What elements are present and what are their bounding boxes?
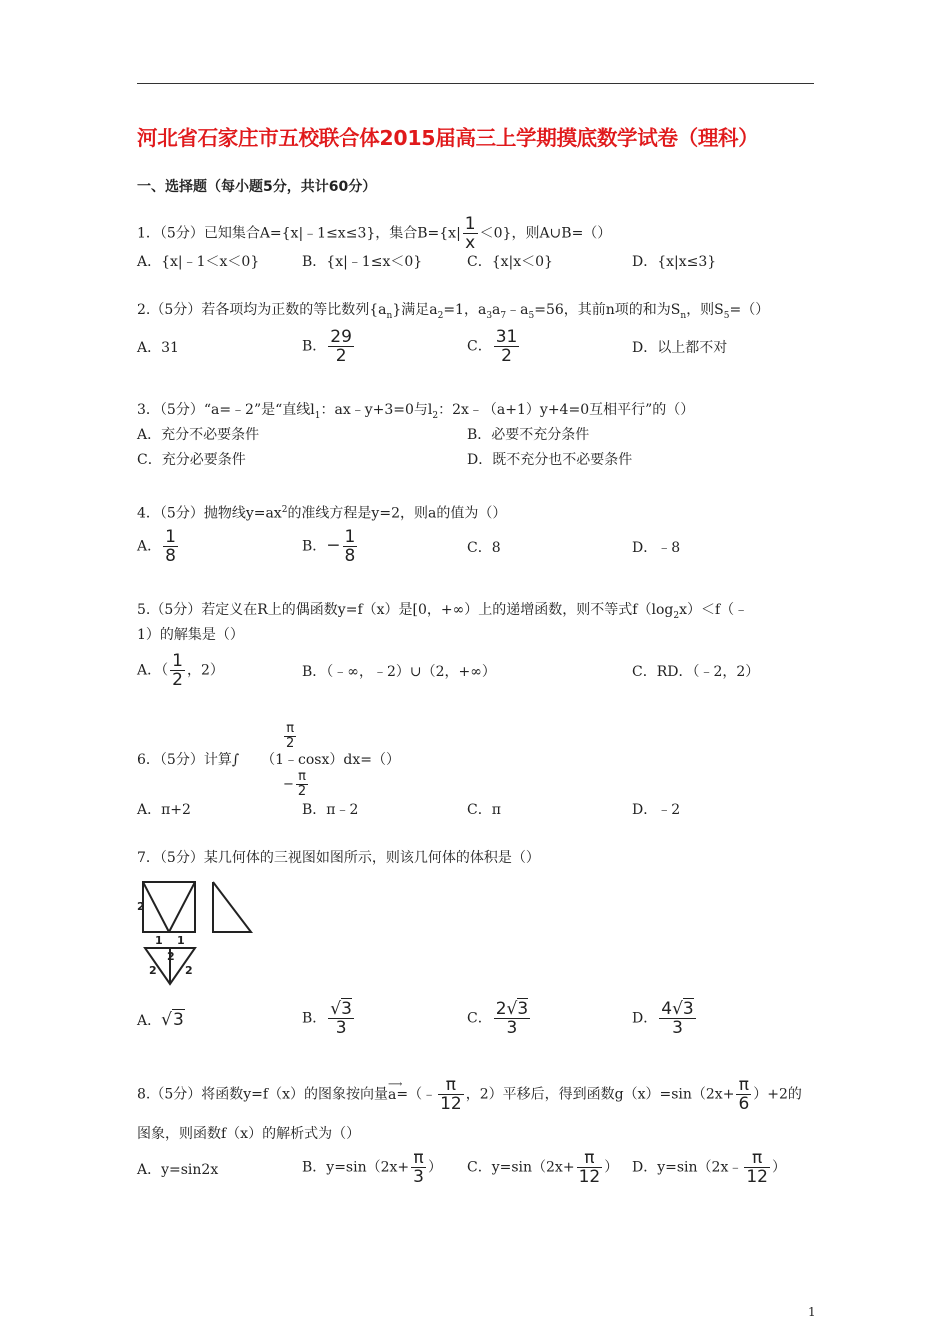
q4-option-a: A． $\frac{1}{8}$ (137, 527, 176, 566)
q8-option-d: D．y=sin（2x﹣ $\frac{\pi}{12}$ ） (632, 1148, 786, 1187)
three-view-figure (137, 878, 257, 993)
question-8-line-2: 图象，则函数f（x）的解析式为（） (137, 1126, 361, 1142)
q6-option-b: B．π﹣2 (302, 802, 359, 818)
q7-option-c: C． $\frac{2√3}{3}$ (467, 999, 529, 1038)
label-top-left: 2 (149, 964, 157, 977)
question-6: 6．（5分）计算∫ （1﹣cosx）dx=（） (137, 752, 400, 768)
q2-option-a: A．31 (137, 340, 179, 356)
side-view (213, 882, 251, 932)
integral-upper-bound: $\frac{\pi}{2}$ (286, 721, 295, 751)
q2-option-d: D．以上都不对 (632, 340, 728, 356)
q3-option-d: D．既不充分也不必要条件 (467, 452, 633, 468)
q1-option-c: C．{x|x＜0} (467, 254, 553, 270)
q7-option-d: D． $\frac{4√3}{3}$ (632, 999, 694, 1038)
label-left-height: 2 (137, 900, 145, 913)
q6-option-d: D．﹣2 (632, 802, 681, 818)
q4-option-b: B．− $\frac{1}{8}$ (302, 527, 356, 566)
header-rule (137, 83, 814, 84)
q5-option-c: C．RD．（﹣2，2） (632, 664, 760, 680)
q8-option-c: C．y=sin（2x+ $\frac{\pi}{12}$ ） (467, 1148, 619, 1187)
q5-option-b: B．（﹣∞，﹣2）∪（2，+∞） (302, 664, 496, 680)
fraction: $\frac{1}{x}$ (464, 214, 476, 253)
page-title: 河北省石家庄市五校联合体2015届高三上学期摸底数学试卷（理科） (137, 126, 759, 150)
q6-option-c: C．π (467, 802, 501, 818)
q2-option-c: C． $\frac{31}{2}$ (467, 327, 518, 366)
q4-option-c: C．8 (467, 540, 501, 556)
q3-option-a: A．充分不必要条件 (137, 427, 260, 443)
front-view (143, 882, 195, 932)
integral-lower-bound: − $\frac{\pi}{2}$ (283, 769, 307, 799)
question-3: 3．（5分）“a=﹣2”是“直线$l_1$：ax﹣y+3=0与$l_2$：2x﹣（a+1）y+4=0互相平行”的（） (137, 402, 695, 421)
page-number: 1 (808, 1305, 816, 1319)
q5-option-a: A．（ $\frac{1}{2}$ ，2） (137, 651, 224, 690)
q3-option-c: C．充分必要条件 (137, 452, 246, 468)
question-4: 4．（5分）抛物线$y=ax^2$的准线方程是y=2，则a的值为（） (137, 505, 507, 522)
q8-option-a: A．y=sin2x (137, 1162, 219, 1178)
q7-option-b: B． $\frac{√3}{3}$ (302, 999, 352, 1038)
question-5-line-2: 1）的解集是（） (137, 627, 244, 643)
question-2: 2.（5分）若各项均为正数的等比数列$\{a_n\}$满足$a_2=1$，$a_3a_7﹣a_5=56$，其前n项的和为$S_n$，则$S_5=()$ (137, 302, 770, 321)
question-5-line-1: 5.（5分）若定义在R上的偶函数y=f（x）是[0，+∞）上的递增函数，则不等式$f(\log_2x)<f(﹣$ (137, 602, 749, 621)
question-8-line-1: 8.（5分）将函数y=f（x）的图象按向量 ⟶ a=（﹣ $\frac{\pi}{12}$ ，2）平移后，得到函数g（x）=sin（2x+ $\frac{\pi}{6}$ ）+2的 (137, 1075, 802, 1114)
question-7: 7．（5分）某几何体的三视图如图所示，则该几何体的体积是（） (137, 850, 540, 866)
label-top-center: 2 (167, 950, 175, 963)
q4-option-d: D．﹣8 (632, 540, 681, 556)
label-top-right: 2 (185, 964, 193, 977)
question-1: 1．（5分）已知集合A={x|﹣1≤x≤3}，集合B={x| $\frac{1}{x}$ ＜0}，则A∪B=（） (137, 214, 612, 253)
q3-option-b: B．必要不充分条件 (467, 427, 590, 443)
q8-option-b: B．y=sin（2x+ $\frac{\pi}{3}$ ） (302, 1148, 442, 1187)
q1-option-d: D．{x|x≤3} (632, 254, 717, 270)
q1-option-a: A．{x|﹣1＜x＜0} (137, 254, 260, 270)
section-heading: 一、选择题（每小题5分，共计60分） (137, 179, 377, 195)
label-base-left: 1 (155, 934, 163, 947)
q6-option-a: A．π+2 (137, 802, 191, 818)
q1-option-b: B．{x|﹣1≤x＜0} (302, 254, 423, 270)
q7-option-a: A．√3 (137, 1010, 184, 1030)
label-base-right: 1 (177, 934, 185, 947)
q2-option-b: B． $\frac{29}{2}$ (302, 327, 352, 366)
